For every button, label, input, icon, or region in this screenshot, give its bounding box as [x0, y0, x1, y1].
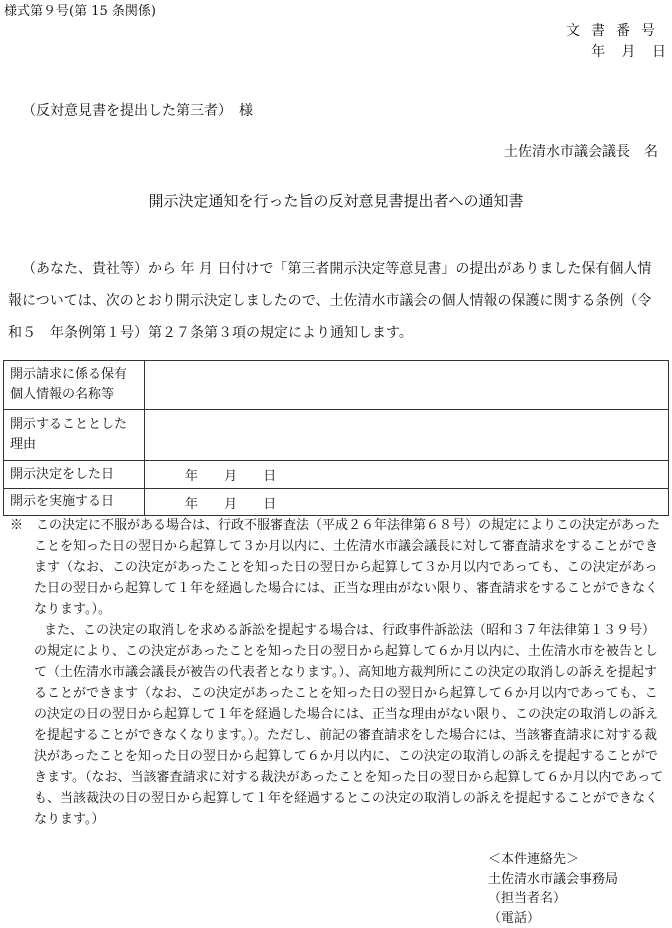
row-value-decision-date: 年 月 日: [145, 461, 669, 489]
row-label-reason: 開示することとした理由: [4, 410, 145, 461]
row-label-info-name: 開示請求に係る保有個人情報の名称等: [4, 361, 145, 410]
note-lawsuit-paragraph: また、この決定の取消しを求める訴訟を提起する場合は、行政事件訴訟法（昭和３７年法律第１３９号）の規定により、この決定があったことを知った日の翌日から起算して６か月以内に、土佐清水市を被告として（土佐清水市議会議長が被告の代表者となります。）、高知地方裁判所にこの決定の取消しの訴えを提起することができます（なお、この決定があったことを知った日の翌日から起算して６か月以内であっても、この決定の日の翌日から起算して１年を経過した場合には、正当な理由がない限り、この決定の取消しの訴えを提起することができなくなります。）。ただし、前記の審査請求をした場合には、当該審査請求に対する裁決があったことを知った日の翌日から起算して６か月以内に、この決定の取消しの訴えを提起することができます。（なお、当該審査請求に対する裁決があったことを知った日の翌日から起算して６か月以内であっても、当該裁決の日の翌日から起算して１年を経過するとこの決定の取消しの訴えを提起することができなくなります。）: [10, 620, 666, 830]
sender-name: 土佐清水市議会議長 名: [504, 141, 658, 161]
document-title: 開示決定通知を行った旨の反対意見書提出者への通知書: [0, 190, 672, 211]
table-row: [4, 410, 669, 461]
contact-phone: （電話）: [488, 909, 618, 928]
addressee: （反対意見書を提出した第三者） 様: [22, 100, 253, 120]
document-number-label: 文書番号: [566, 20, 666, 40]
table-row: [4, 361, 669, 410]
contact-block: [488, 850, 618, 928]
notes-section: [10, 515, 666, 830]
row-label-decision-date: 開示決定をした日: [4, 461, 145, 489]
contact-office: 土佐清水市議会事務局: [488, 870, 618, 890]
intro-section: [8, 253, 664, 349]
note-appeal-paragraph: ※ この決定に不服がある場合は、行政不服審査法（平成２６年法律第６８号）の規定によりこの決定があったことを知った日の翌日から起算して３か月以内に、土佐清水市議会議長に対して審査請求をすることができます（なお、この決定があったことを知った日の翌日から起算して３か月以内であっても、この決定があった日の翌日から起算して１年を経過した場合には、正当な理由がない限り、審査請求をすることができなくなります。）。: [10, 515, 666, 620]
row-label-implementation-date: 開示を実施する日: [4, 489, 145, 516]
row-value-info-name: [145, 361, 669, 410]
disclosure-info-table: [3, 360, 669, 516]
document-date-label: 年 月 日: [591, 41, 666, 61]
intro-paragraph: （あなた、貴社等）から 年 月 日付けで「第三者開示決定等意見書」の提出がありました保有個人情報については、次のとおり開示決定しましたので、土佐清水市議会の個人情報の保護に関する条例（令和５ 年条例第１号）第２７条第３項の規定により通知します。: [8, 253, 664, 349]
table-row: [4, 489, 669, 516]
contact-heading: ＜本件連絡先＞: [488, 850, 618, 870]
form-identifier: 様式第９号(第 15 条関係): [4, 0, 156, 19]
row-value-implementation-date: 年 月 日: [145, 489, 669, 516]
contact-person: （担当者名）: [488, 889, 618, 909]
table-row: [4, 461, 669, 489]
row-value-reason: [145, 410, 669, 461]
